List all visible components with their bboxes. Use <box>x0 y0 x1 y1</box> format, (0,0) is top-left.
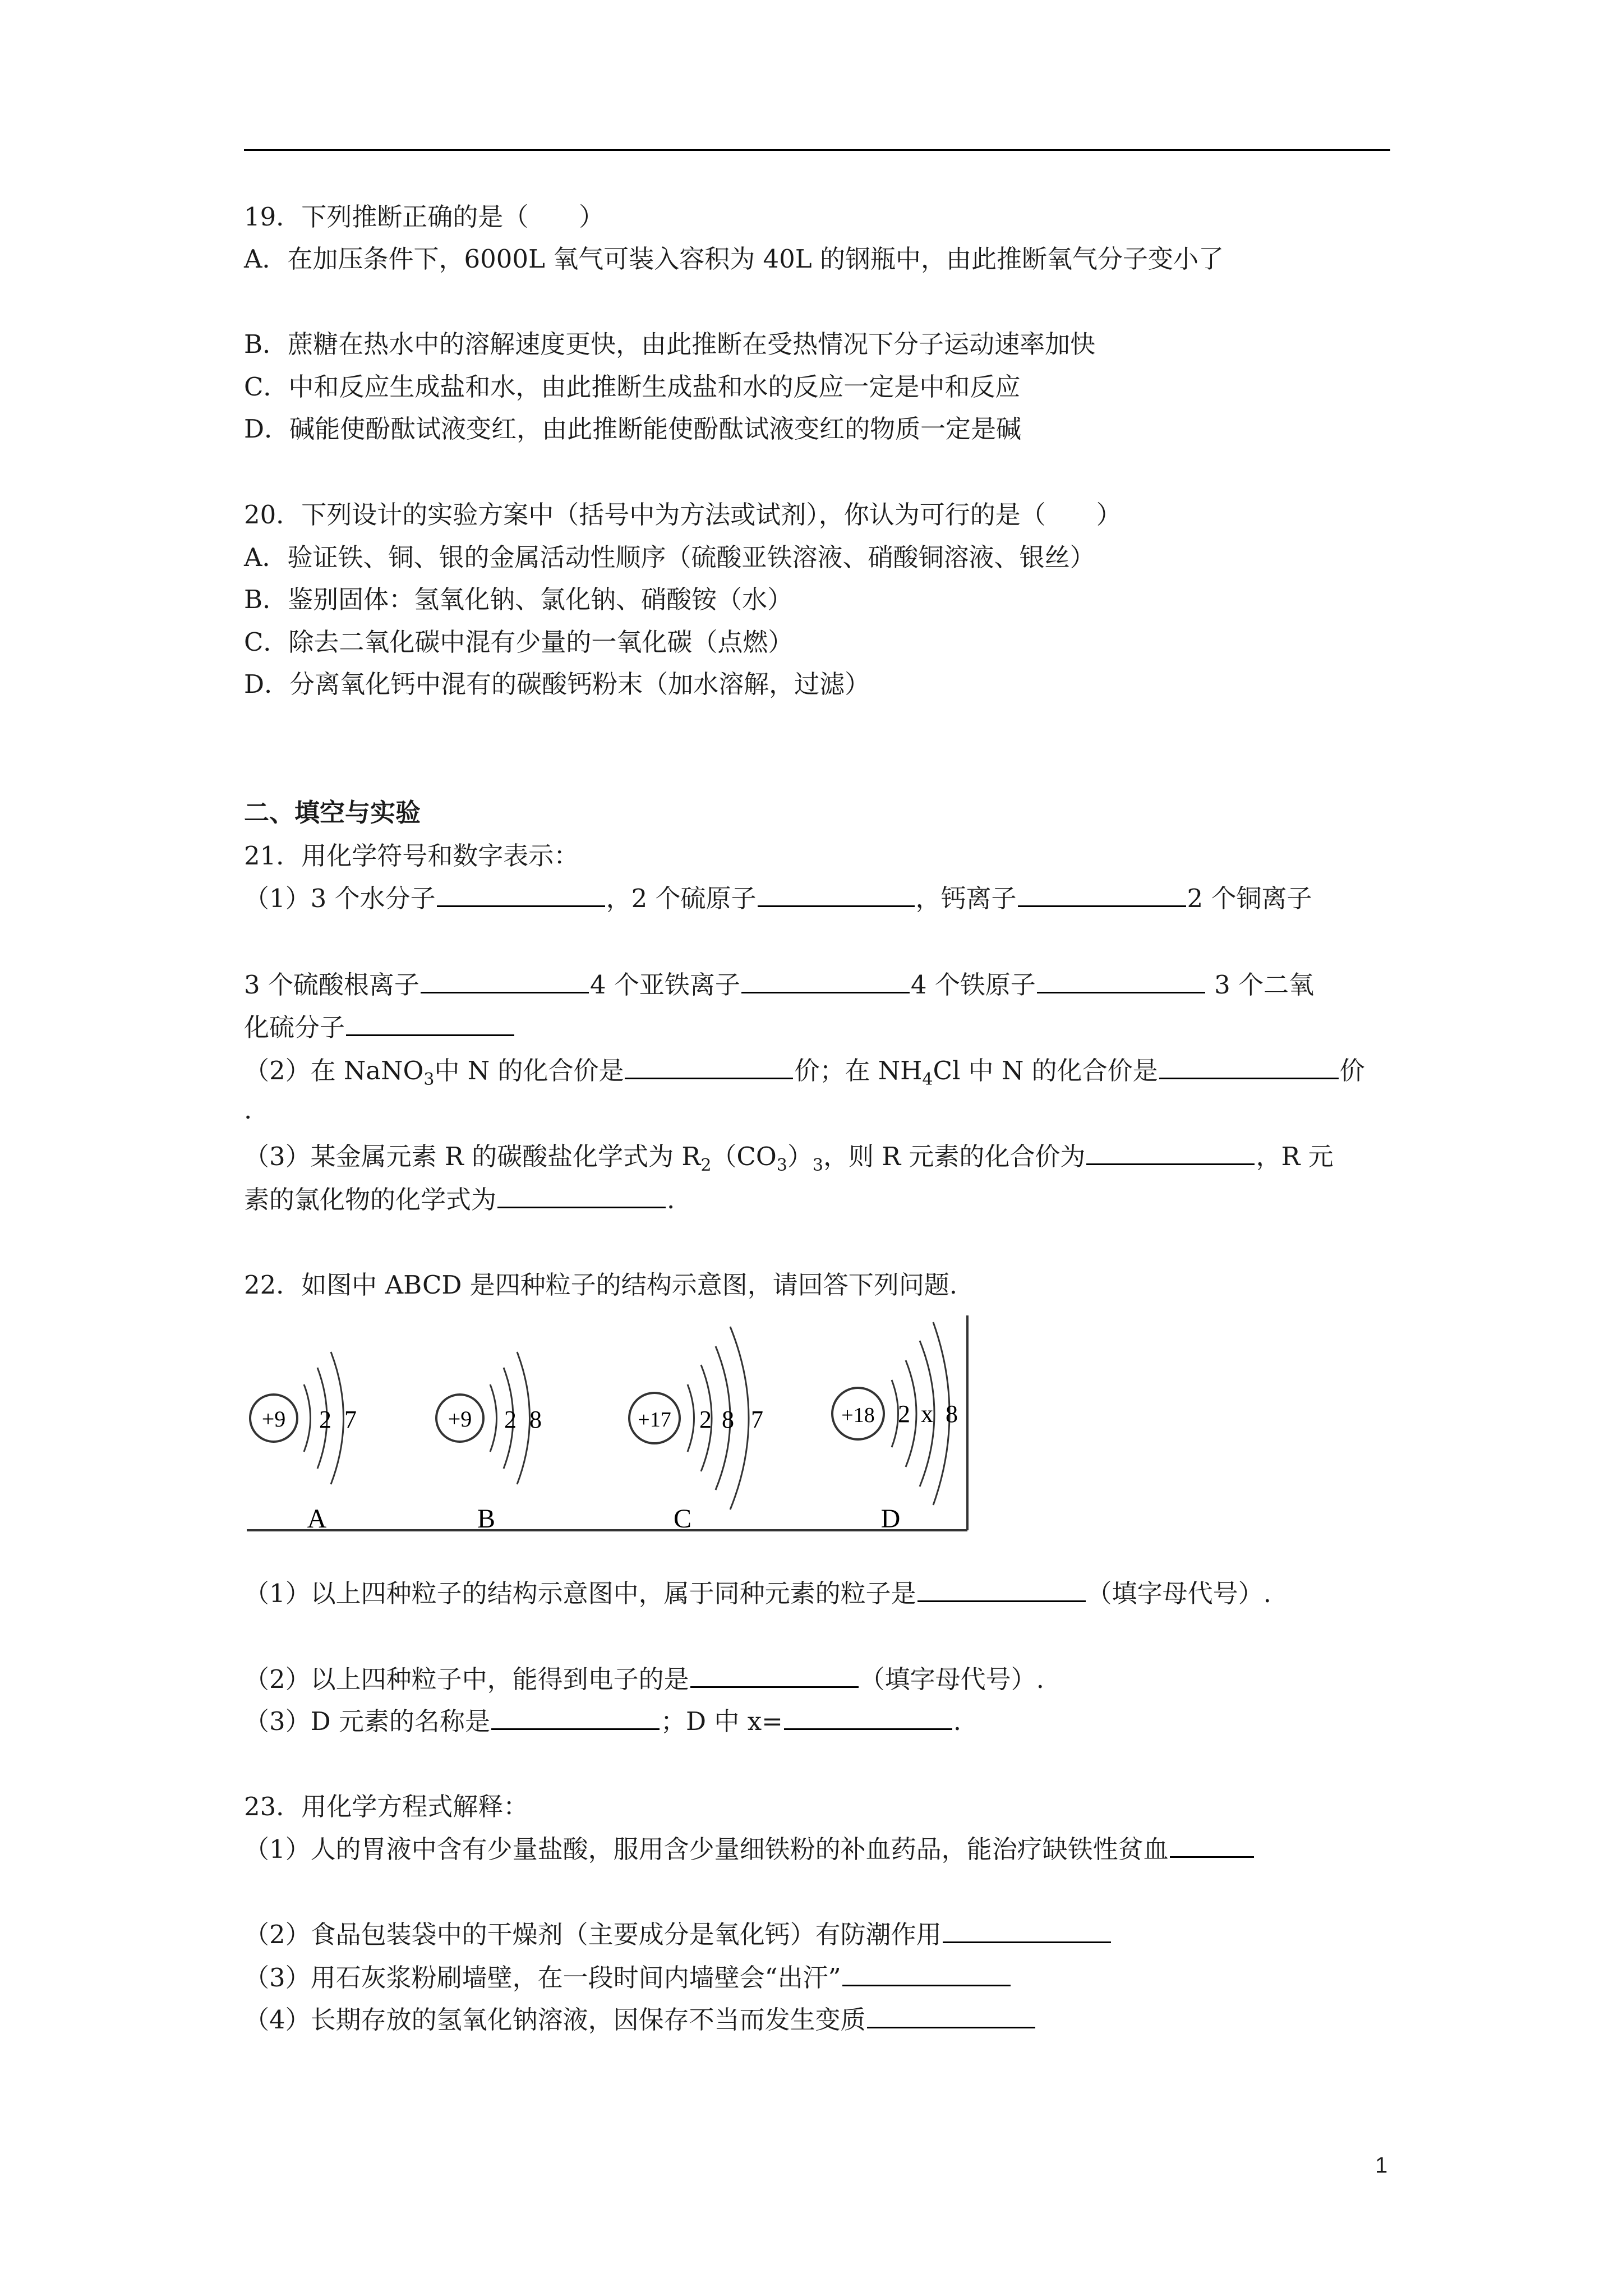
electron-shell-arc <box>892 1380 898 1447</box>
shell-electrons: 7 <box>751 1406 763 1433</box>
q21-p3-text-2: （CO <box>711 1142 777 1171</box>
electron-shell-arc <box>490 1384 497 1452</box>
answer-blank[interactable] <box>741 969 910 993</box>
shell-electrons: 2 <box>504 1406 517 1433</box>
shell-electrons: 7 <box>344 1406 357 1433</box>
answer-blank[interactable] <box>346 1012 514 1036</box>
nucleus-charge: +18 <box>841 1404 875 1427</box>
answer-blank[interactable] <box>437 883 605 907</box>
answer-blank[interactable] <box>1037 969 1205 993</box>
q21-p3-text-5: ，R 元 <box>1256 1142 1334 1171</box>
q21-part2-line2: . <box>244 1095 252 1125</box>
q21-p3b-text-1: 素的氯化物的化学式为 <box>244 1185 497 1214</box>
q21-stem: 21．用化学符号和数字表示： <box>244 841 579 871</box>
shell-electrons: 2 <box>319 1406 331 1433</box>
particle-c <box>629 1327 763 1534</box>
section-title: 二、填空与实验 <box>244 798 421 827</box>
particle-d <box>832 1322 958 1534</box>
answer-blank[interactable] <box>867 2004 1035 2028</box>
q22-p2-text-1: （2）以上四种粒子中，能得到电子的是 <box>244 1664 689 1694</box>
q22-p2-text-2: （填字母代号）. <box>859 1664 1044 1694</box>
q21-p1b-text-2: 4 个亚铁离子 <box>589 970 740 1000</box>
q20-option-c: C．除去二氧化碳中混有少量的一氧化碳（点燃） <box>244 627 794 657</box>
answer-blank[interactable] <box>491 1706 660 1730</box>
q19-option-c: C．中和反应生成盐和水，由此推断生成盐和水的反应一定是中和反应 <box>244 372 1021 402</box>
q21-p2-text-1: （2）在 NaNO <box>244 1056 424 1085</box>
answer-blank[interactable] <box>1170 1834 1254 1858</box>
q22-p3-text-3: . <box>953 1706 962 1736</box>
q21-p2-text-5: 价 <box>1339 1056 1365 1085</box>
electron-shell-arc <box>517 1352 530 1484</box>
shell-electrons: 2 <box>699 1406 712 1433</box>
particle-b <box>436 1352 542 1534</box>
q23-item-1-text: （1）人的胃液中含有少量盐酸，服用含少量细铁粉的补血药品，能治疗缺铁性贫血 <box>244 1834 1169 1864</box>
q21-p2-sub-1: 3 <box>423 1070 435 1089</box>
electron-shell-arc <box>304 1384 311 1452</box>
q21-p1-text-2: ，2 个硫原子 <box>606 884 757 913</box>
shell-electrons: x <box>921 1400 933 1428</box>
q21-p1-text-1: （1）3 个水分子 <box>244 884 436 913</box>
particle-a <box>250 1352 357 1534</box>
q21-p1c-text-1: 化硫分子 <box>244 1013 345 1042</box>
q22-part1 <box>244 1577 1271 1610</box>
q21-p3-text-3: ） <box>787 1142 813 1171</box>
q22-p3-text-1: （3）D 元素的名称是 <box>244 1706 491 1736</box>
q20-option-b: B．鉴别固体：氢氧化钠、氯化钠、硝酸铵（水） <box>244 585 793 614</box>
q21-part1-line1 <box>244 882 1312 915</box>
q19-stem: 19．下列推断正确的是（ ） <box>244 202 605 232</box>
electron-shell-arc <box>331 1352 344 1484</box>
q19-option-b: B．蔗糖在热水中的溶解速度更快，由此推断在受热情况下分子运动速率加快 <box>244 329 1096 359</box>
answer-blank[interactable] <box>842 1962 1011 1986</box>
answer-blank[interactable] <box>690 1664 859 1688</box>
q21-p1b-text-4: 3 个二氧 <box>1206 970 1315 1000</box>
q21-p3-sub-2: 3 <box>776 1156 787 1175</box>
q23-item-4-text: （4）长期存放的氢氧化钠溶液，因保存不当而发生变质 <box>244 2005 866 2035</box>
q21-part3-line2 <box>244 1184 675 1216</box>
particle-label: B <box>477 1504 496 1534</box>
answer-blank[interactable] <box>1018 883 1186 907</box>
q21-p1b-text-3: 4 个铁原子 <box>910 970 1036 1000</box>
q23-item-4 <box>244 2004 1036 2036</box>
answer-blank[interactable] <box>943 1919 1111 1943</box>
q21-p2-sub-2: 4 <box>922 1070 933 1089</box>
particle-label: A <box>307 1504 327 1534</box>
answer-blank[interactable] <box>784 1706 952 1730</box>
particle-label: D <box>880 1504 901 1534</box>
q22-part2 <box>244 1663 1044 1696</box>
q22-part3 <box>244 1705 961 1738</box>
nucleus-charge: +17 <box>638 1408 671 1432</box>
q21-p3-sub-1: 2 <box>700 1156 712 1175</box>
shell-electrons: 8 <box>529 1406 542 1433</box>
shell-electrons: 8 <box>946 1400 958 1428</box>
q21-p1-text-3: ，钙离子 <box>915 884 1017 913</box>
particle-structure-diagram <box>247 1310 970 1534</box>
shell-electrons: 2 <box>898 1400 910 1428</box>
q21-part3-line1 <box>244 1140 1334 1182</box>
q22-p1-text-2: （填字母代号）. <box>1086 1579 1271 1608</box>
q23-item-3 <box>244 1962 1012 1994</box>
answer-blank[interactable] <box>421 969 589 993</box>
q21-p1-text-4: 2 个铜离子 <box>1187 884 1312 913</box>
q23-stem: 23．用化学方程式解释： <box>244 1792 529 1821</box>
q22-p3-text-2: ；D 中 x= <box>661 1706 783 1736</box>
page-number: 1 <box>1375 2153 1388 2178</box>
q21-p3-text-4: ，则 R 元素的化合价为 <box>823 1142 1086 1171</box>
answer-blank[interactable] <box>625 1055 793 1079</box>
q21-p1b-text-1: 3 个硫酸根离子 <box>244 970 419 1000</box>
shell-electrons: 8 <box>722 1406 734 1433</box>
q23-item-2-text: （2）食品包装袋中的干燥剂（主要成分是氧化钙）有防潮作用 <box>244 1920 942 1949</box>
answer-blank[interactable] <box>1159 1055 1339 1079</box>
q20-option-a: A．验证铁、铜、银的金属活动性顺序（硫酸亚铁溶液、硝酸铜溶液、银丝） <box>244 542 1095 572</box>
answer-blank[interactable] <box>758 883 915 907</box>
q22-stem: 22．如图中 ABCD 是四种粒子的结构示意图，请回答下列问题. <box>244 1270 958 1300</box>
electron-shell-arc <box>688 1384 694 1452</box>
q21-p3-text-1: （3）某金属元素 R 的碳酸盐化学式为 R <box>244 1142 701 1171</box>
particle-label: C <box>673 1504 692 1534</box>
q23-item-3-text: （3）用石灰浆粉刷墙壁，在一段时间内墙壁会“出汗” <box>244 1963 841 1993</box>
q21-part1-line2 <box>244 969 1314 1001</box>
answer-blank[interactable] <box>497 1184 666 1208</box>
header-rule <box>244 149 1390 151</box>
nucleus-charge: +9 <box>261 1406 286 1432</box>
q21-p2-text-4: Cl 中 N 的化合价是 <box>933 1056 1158 1085</box>
q20-stem: 20．下列设计的实验方案中（括号中为方法或试剂），你认为可行的是（ ） <box>244 500 1122 530</box>
q21-p3b-text-2: . <box>667 1185 675 1214</box>
q19-option-d: D．碱能使酚酞试液变红，由此推断能使酚酞试液变红的物质一定是碱 <box>244 414 1022 444</box>
q21-part1-line3 <box>244 1011 515 1044</box>
q21-part2-line1 <box>244 1055 1365 1096</box>
q21-p2-text-3: 价；在 NH <box>794 1056 923 1085</box>
q19-option-a: A．在加压条件下，6000L 氧气可装入容积为 40L 的钢瓶中，由此推断氧气分子变小了 <box>244 244 1224 274</box>
answer-blank[interactable] <box>1086 1141 1255 1165</box>
q21-p3-sub-3: 3 <box>812 1156 823 1175</box>
q21-p2-text-2: 中 N 的化合价是 <box>434 1056 624 1085</box>
nucleus-charge: +9 <box>448 1406 472 1432</box>
q22-p1-text-1: （1）以上四种粒子的结构示意图中，属于同种元素的粒子是 <box>244 1579 916 1608</box>
q23-item-1 <box>244 1833 1255 1866</box>
q23-item-2 <box>244 1918 1112 1951</box>
q20-option-d: D．分离氧化钙中混有的碳酸钙粉末（加水溶解，过滤） <box>244 669 870 699</box>
answer-blank[interactable] <box>917 1578 1086 1602</box>
